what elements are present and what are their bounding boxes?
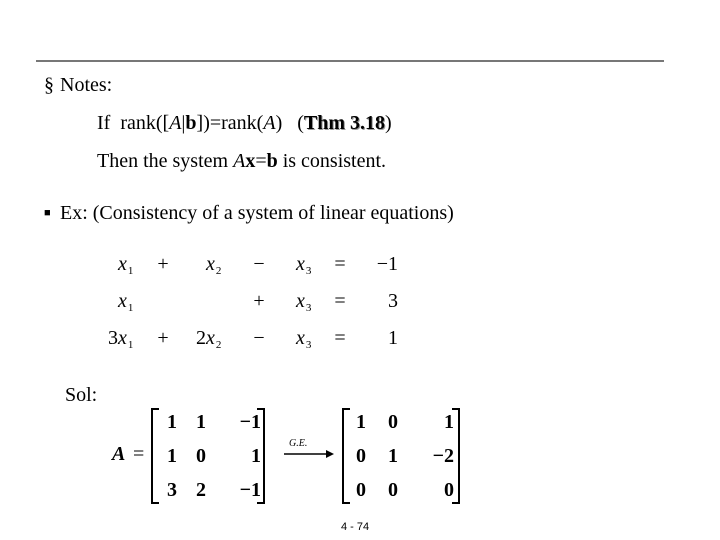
system-term-r2-c5: $x_3$ <box>296 290 312 314</box>
system-term-r1-c6: = <box>334 253 346 275</box>
system-term-r1-c5: $x_3$ <box>296 253 312 277</box>
system-term-r1-c2: + <box>157 253 169 275</box>
system-term-r3-c3: $2x_2$ <box>196 327 222 351</box>
matrix-a-cell-r1-c1: 1 <box>167 411 177 433</box>
matrix-a-cell-r2-c1: 1 <box>167 445 177 467</box>
vector-x-symbol: x <box>245 150 256 172</box>
solution-label: Sol: <box>65 384 98 406</box>
example-heading: Ex: (Consistency of a system of linear equations) <box>60 202 454 224</box>
matrix-a-symbol: A <box>169 112 182 134</box>
system-term-r2-c1: $x_1$ <box>118 290 134 314</box>
system-term-r1-c1: $x_1$ <box>118 253 134 277</box>
system-term-r1-c7: −1 <box>376 253 398 275</box>
notes-heading: Notes: <box>60 74 113 96</box>
system-term-r2-c4: + <box>253 290 265 312</box>
system-term-r2-c6: = <box>334 290 346 312</box>
bar-symbol: | <box>181 112 186 134</box>
reduction-arrow-icon <box>284 448 334 460</box>
matrix-a-cell-r2-c2: 0 <box>196 445 206 467</box>
rank-close: ) <box>275 112 283 134</box>
matrix-a-cell-r3-c3: −1 <box>239 479 261 501</box>
section-bullet-icon: § <box>44 74 54 96</box>
system-term-r3-c7: 1 <box>388 327 398 349</box>
matrix-b-cell-r3-c1: 0 <box>356 479 366 501</box>
notes-line-rank <box>97 112 392 135</box>
square-bullet-icon: ■ <box>44 207 51 219</box>
matrix-equals: = <box>133 443 145 465</box>
system-term-r3-c5: $x_3$ <box>296 327 312 351</box>
rank-open: rank([ <box>120 112 170 134</box>
title-divider <box>36 60 664 62</box>
matrix-name: A <box>112 443 126 465</box>
notes-line-consistent <box>97 150 386 173</box>
then-text: Then the system <box>97 150 234 172</box>
matrix-a-cell-r3-c1: 3 <box>167 479 177 501</box>
matrix-a-cell-r2-c3: 1 <box>251 445 261 467</box>
theorem-reference: Thm 3.18 <box>303 112 386 134</box>
system-term-r1-c3: $x_2$ <box>206 253 222 277</box>
system-term-r3-c1: $3x_1$ <box>108 327 134 351</box>
system-term-r2-c7: 3 <box>388 290 398 312</box>
thm-open: ( <box>297 112 304 134</box>
matrix-b-cell-r1-c1: 1 <box>356 411 366 433</box>
equals-symbol: = <box>255 150 267 172</box>
matrix-b-cell-r2-c1: 0 <box>356 445 366 467</box>
matrix-b-cell-r1-c3: 1 <box>444 411 454 433</box>
rank-mid: ])=rank( <box>196 112 264 134</box>
matrix-b-cell-r3-c2: 0 <box>388 479 398 501</box>
matrix-b-cell-r2-c2: 1 <box>388 445 398 467</box>
system-term-r3-c6: = <box>334 327 346 349</box>
system-term-r1-c4: − <box>253 253 265 275</box>
vector-b-symbol: b <box>185 112 197 134</box>
matrix-a-cell-r1-c2: 1 <box>196 411 206 433</box>
matrix-a-cell-r3-c2: 2 <box>196 479 206 501</box>
page-number: 4 - 74 <box>341 521 370 533</box>
if-word: If <box>97 112 111 134</box>
matrix-b-cell-r2-c3: −2 <box>432 445 454 467</box>
gaussian-elimination-label: G.E. <box>289 438 308 449</box>
matrix-b-cell-r1-c2: 0 <box>388 411 398 433</box>
vector-b-symbol-2: b <box>266 150 278 172</box>
matrix-a-symbol-3: A <box>233 150 246 172</box>
matrix-a-cell-r1-c3: −1 <box>239 411 261 433</box>
matrix-b-cell-r3-c3: 0 <box>444 479 454 501</box>
system-term-r3-c4: − <box>253 327 265 349</box>
thm-close: ) <box>385 112 392 134</box>
matrix-a-symbol-2: A <box>263 112 276 134</box>
consistent-text: is consistent. <box>277 150 387 172</box>
system-term-r3-c2: + <box>157 327 169 349</box>
